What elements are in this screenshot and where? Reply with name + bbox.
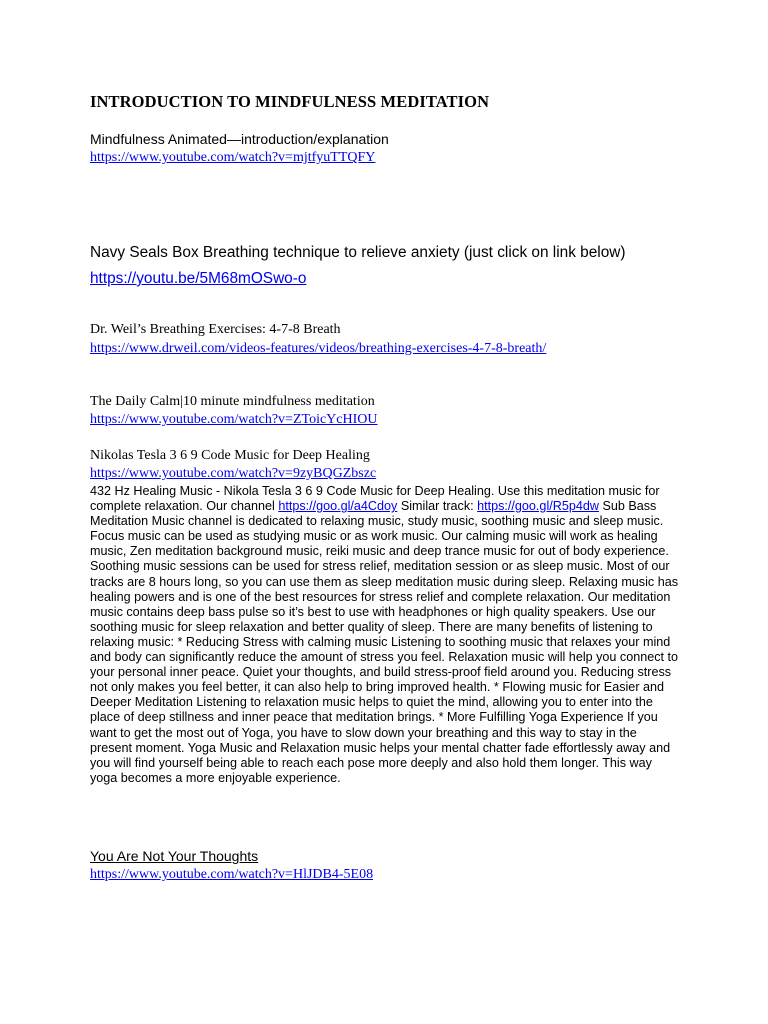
link-daily-calm[interactable]: https://www.youtube.com/watch?v=ZToicYcHIOU	[90, 412, 378, 427]
section-heading-box-breathing: Navy Seals Box Breathing technique to relieve anxiety (just click on link below)	[90, 244, 626, 261]
link-mindfulness-animated[interactable]: https://www.youtube.com/watch?v=mjtfyuTTQFY	[90, 150, 376, 165]
link-tesla-music[interactable]: https://www.youtube.com/watch?v=9zyBQGZbszc	[90, 466, 377, 481]
link-not-your-thoughts[interactable]: https://www.youtube.com/watch?v=HlJDB4-5E08	[90, 867, 374, 882]
section-heading-tesla-music: Nikolas Tesla 3 6 9 Code Music for Deep Healing	[90, 448, 370, 463]
link-dr-weil[interactable]: https://www.drweil.com/videos-features/videos/breathing-exercises-4-7-8-breath/	[90, 341, 547, 356]
similar-track-link[interactable]: https://goo.gl/R5p4dw	[477, 499, 599, 514]
channel-link[interactable]: https://goo.gl/a4Cdoy	[278, 499, 398, 514]
description-text-part-2: Similar track:	[397, 499, 478, 514]
tesla-music-description	[90, 484, 680, 786]
document-title: INTRODUCTION TO MINDFULNESS MEDITATION	[90, 92, 490, 111]
description-text-part-1: 432 Hz Healing Music - Nikola Tesla 3 6 9 Code Music for Deep Healing. Use this meditation music for complete relaxation. Our channel	[90, 484, 660, 514]
description-text-part-3: Sub Bass Meditation Music channel is dedicated to relaxing music, study music, soothing music and sleep music. Focus music can be used as studying music or as work music. Our calming music will work as healing music, Zen meditation background music, reiki music and deep trance music for out of body experience. Soothing music sessions can be used for stress relief, meditation session or as sleep music. Most of our tracks are 8 hours long, so you can use them as sleep meditation music during sleep. Relaxing music has healing powers and is one of the best resources for stress relief and complete relaxation. Our meditation music contains deep bass pulse so it’s best to use with headphones or high quality speakers. Use our soothing music for sleep relaxation and better quality of sleep. There are many benefits of listening to relaxing music: * Reducing Stress with calming music Listening to soothing music that relaxes your mind and body can significantly reduce the amount of stress you feel. Relaxation music will help you connect to your personal inner peace. Quiet your thoughts, and build stress-proof field around you. Reducing stress not only makes you feel better, it can also help to bring improved health. * Flowing music for Easier and Deeper Meditation Listening to relaxation music helps to quiet the mind, allowing you to enter into the place of deep stillness and inner peace that meditation brings. * More Fulfilling Yoga Experience If you want to get the most out of Yoga, you have to slow down your breathing and this way to stay in the present moment. Yoga Music and Relaxation music helps your mental chatter fade effortlessly away and you will find yourself being able to reach each pose more deeply and also hold them longer. This way yoga becomes a more enjoyable experience.	[90, 499, 679, 785]
section-heading-dr-weil: Dr. Weil’s Breathing Exercises: 4-7-8 Breath	[90, 322, 341, 337]
section-heading-mindfulness-animated: Mindfulness Animated—introduction/explanation	[90, 131, 389, 147]
section-heading-daily-calm: The Daily Calm|10 minute mindfulness meditation	[90, 394, 375, 409]
section-heading-not-your-thoughts: You Are Not Your Thoughts	[90, 848, 259, 864]
link-box-breathing[interactable]: https://youtu.be/5M68mOSwo-o	[90, 270, 307, 287]
